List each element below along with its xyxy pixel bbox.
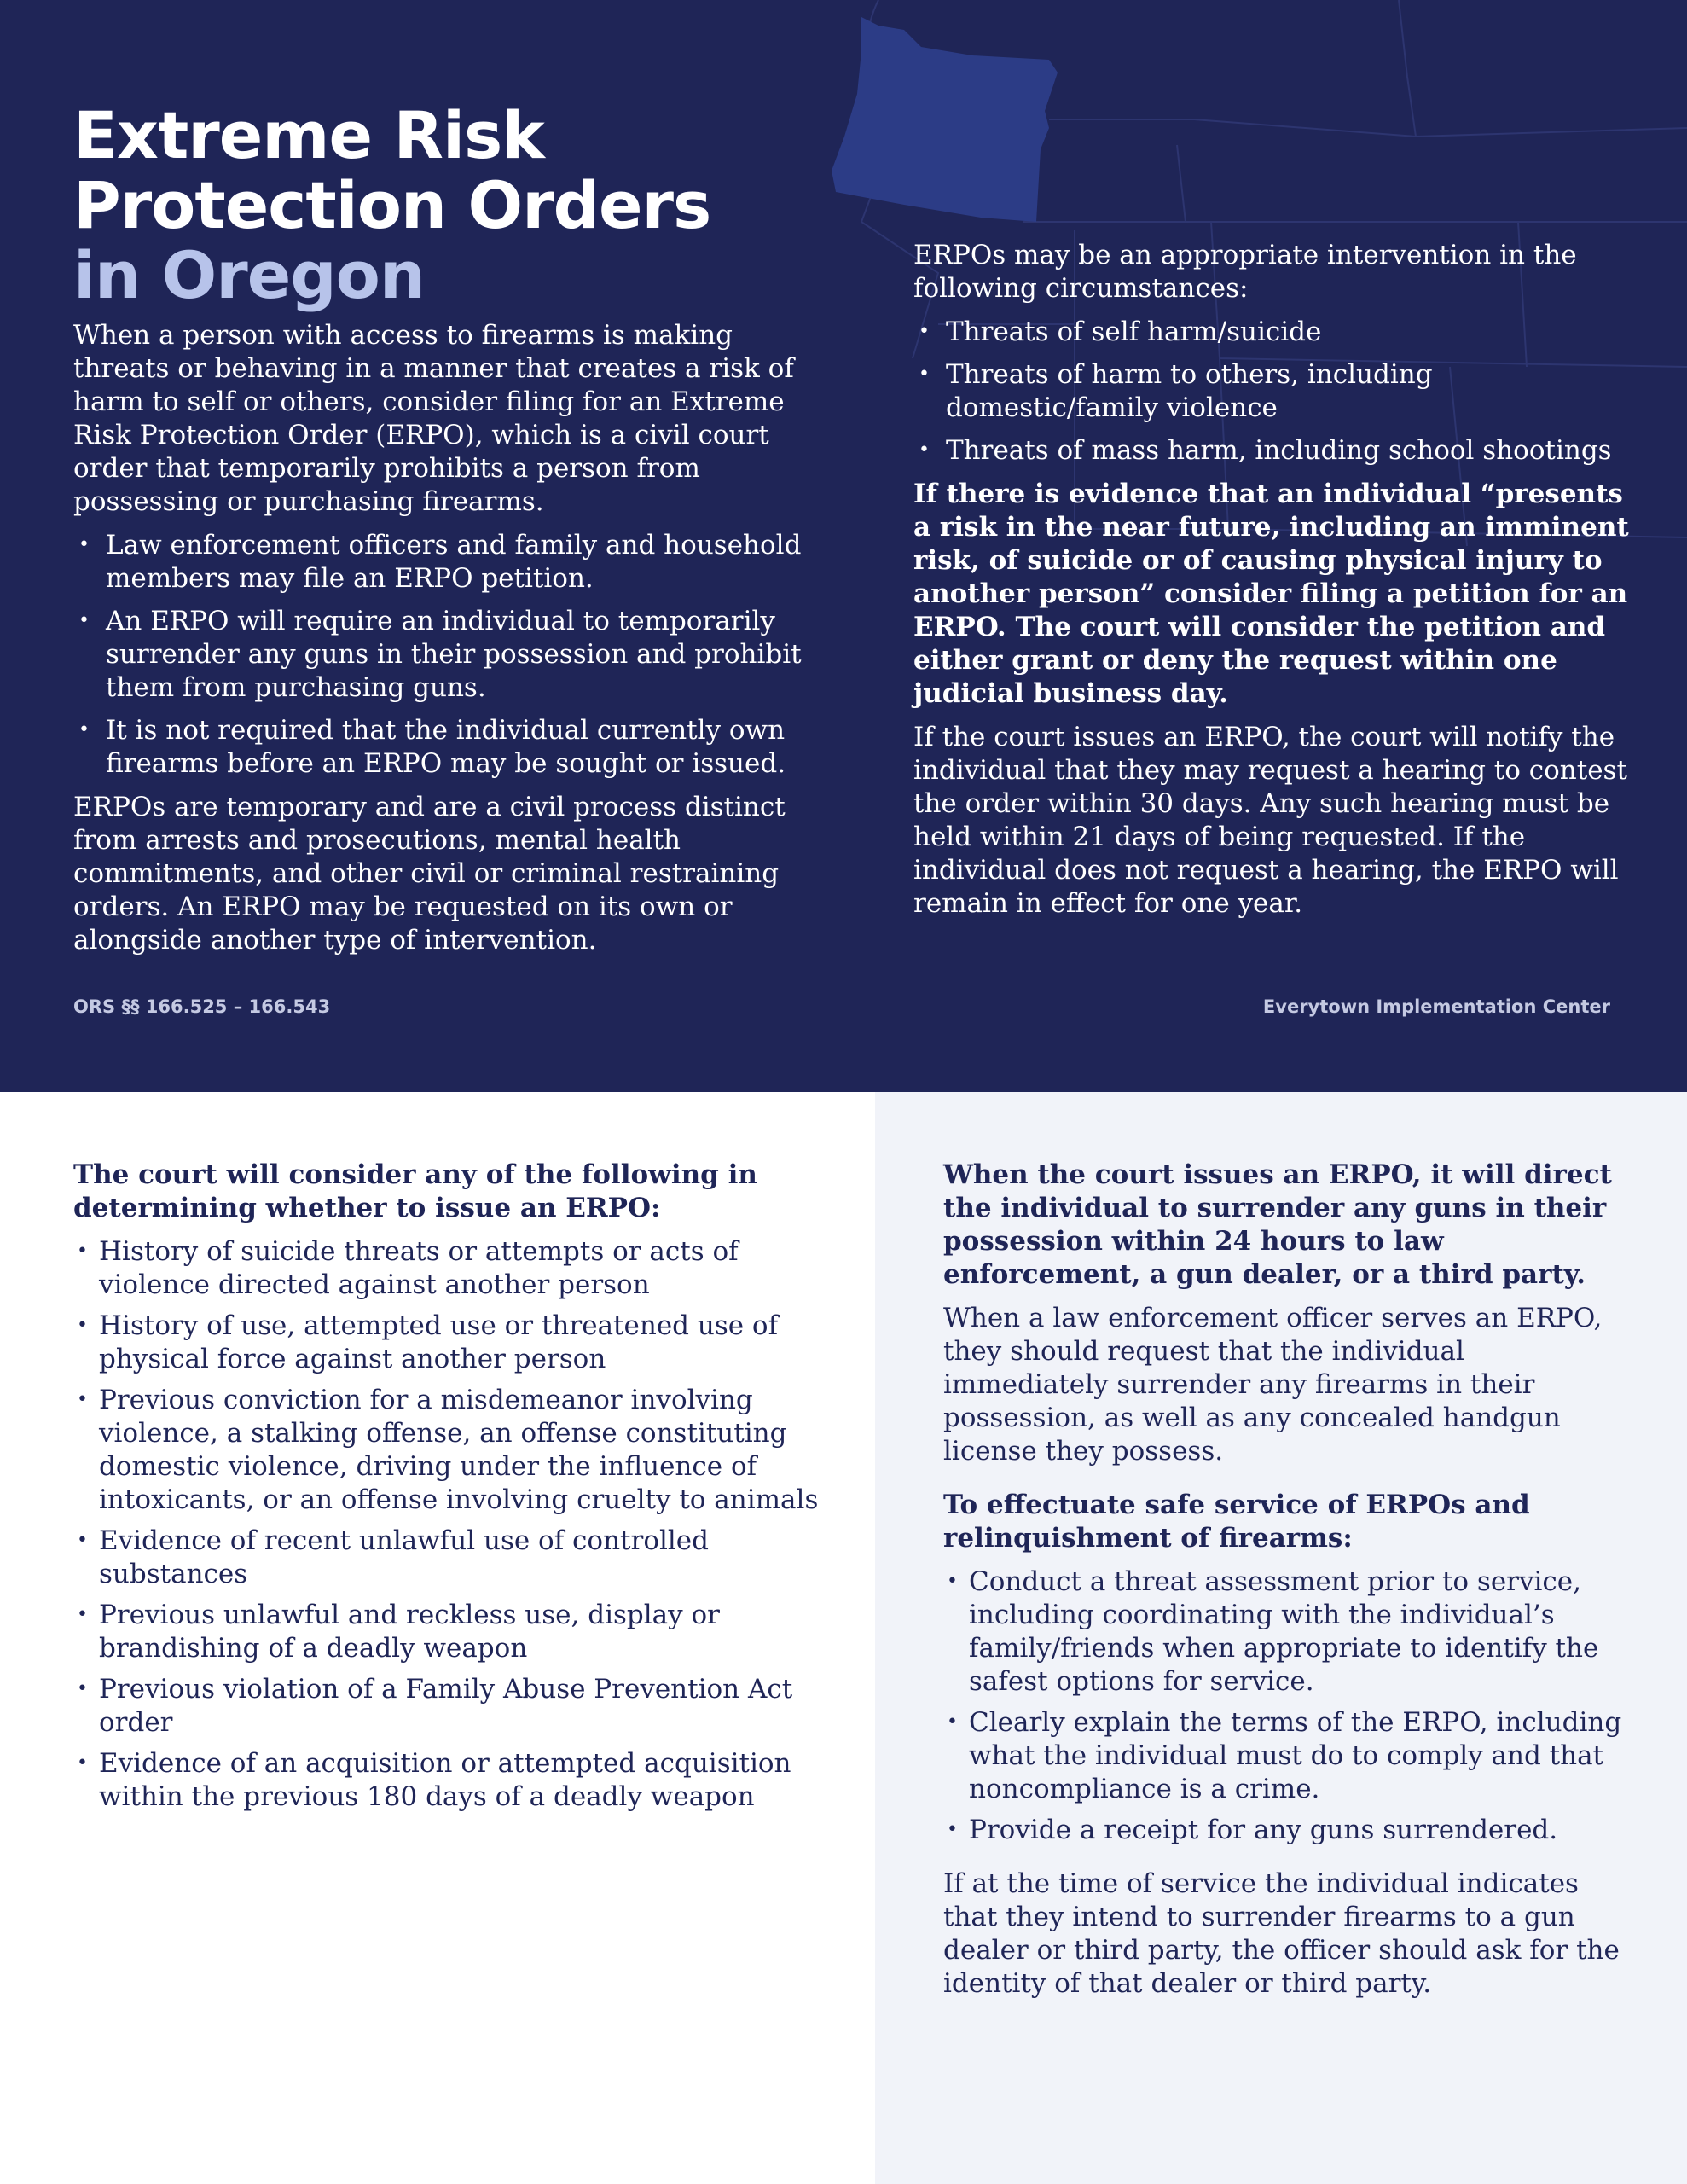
title-line-1: Extreme Risk (73, 97, 544, 173)
safe-service-list (943, 1565, 1634, 1847)
list-item: • An ERPO will require an individual to temporarily surrender any guns in their possession and prohibit them from purchasing guns. (78, 606, 802, 703)
list-item: • Law enforcement officers and family and household members may file an ERPO petition. (78, 530, 802, 594)
temporary-paragraph: ERPOs are temporary and are a civil process distinct from arrests and prosecutions, mental health commitments, and other civil or criminal restraining orders. An ERPO may be requested on its own or alongside another type of intervention. (73, 792, 786, 956)
list-item: • Previous violation of a Family Abuse Prevention Act order (77, 1674, 793, 1738)
list-item: • Previous unlawful and reckless use, display or brandishing of a deadly weapon (77, 1600, 720, 1664)
list-item: • Clearly explain the terms of the ERPO, including what the individual must do to comply and that noncompliance is a crime. (947, 1707, 1622, 1804)
list-item: • Evidence of an acquisition or attempted acquisition within the previous 180 days of a deadly weapon (77, 1748, 791, 1812)
title-line-3: in Oregon (73, 237, 425, 313)
factors-heading: The court will consider any of the following in determining whether to issue an ERPO: (73, 1159, 757, 1223)
list-item: • Threats of mass harm, including school shootings (919, 435, 1612, 466)
intro-paragraph: When a person with access to firearms is making threats or behaving in a manner that creates a risk of harm to self or others, consider filing for an Extreme Risk Protection Order (ERPO), which is a civil court order that temporarily prohibits a person from possessing or purchasing firearms. (73, 320, 794, 517)
list-item: • It is not required that the individual currently own firearms before an ERPO may be sought or issued. (78, 715, 786, 779)
dealer-paragraph: If at the time of service the individual indicates that they intend to surrender firearms to a gun dealer or third party, the officer should ask for the identity of that dealer or third party. (943, 1868, 1620, 1999)
safe-service-heading: To effectuate safe service of ERPOs and relinquishment of firearms: (943, 1490, 1530, 1554)
list-item: • History of suicide threats or attempts or acts of violence directed against another person (77, 1236, 739, 1300)
list-item: • Previous conviction for a misdemeanor involving violence, a stalking offense, an offense constituting domestic violence, driving under the influence of intoxicants, or an offense involving cruelty to animals (77, 1385, 819, 1515)
service-section (943, 1159, 1634, 2011)
circumstances-column (913, 239, 1630, 931)
publisher-credit: Everytown Implementation Center (1262, 996, 1610, 1017)
service-heading: When the court issues an ERPO, it will direct the individual to surrender any guns in their possession within 24 hours to law enforcement, a gun dealer, or a third party. (943, 1159, 1612, 1290)
list-item: • Threats of self harm/suicide (919, 317, 1322, 347)
list-item: • History of use, attempted use or threatened use of physical force against another person (77, 1310, 779, 1374)
title-line-2: Protection Orders (73, 167, 711, 243)
statute-citation: ORS §§ 166.525 – 166.543 (73, 996, 331, 1017)
hearing-paragraph: If the court issues an ERPO, the court will notify the individual that they may request a hearing to contest the order within 30 days. Any such hearing must be held within 21 days of being requested. If the individual does not request a hearing, the ERPO will remain in effect for one year. (913, 722, 1627, 919)
list-item: • Provide a receipt for any guns surrendered. (947, 1815, 1558, 1845)
circumstances-intro: ERPOs may be an appropriate intervention in the following circumstances: (913, 240, 1577, 304)
evidence-paragraph: If there is evidence that an individual “presents a risk in the near future, including an imminent risk, of suicide or of causing physical injury to another person” consider filing a petition for an ERPO. The court will consider the petition and either grant or deny the request within one judicial business day. (913, 479, 1629, 709)
list-item: • Threats of harm to others, including domestic/family violence (919, 359, 1433, 423)
intro-column (73, 319, 832, 967)
intro-bullet-list (73, 529, 832, 781)
page-title (73, 97, 711, 313)
circumstances-list (913, 316, 1630, 468)
factors-list (73, 1235, 841, 1814)
factors-section (73, 1159, 841, 1824)
list-item: • Evidence of recent unlawful use of controlled substances (77, 1525, 709, 1589)
oregon-highlight (832, 17, 1058, 222)
officer-paragraph: When a law enforcement officer serves an ERPO, they should request that the individual immediately surrender any firearms in their possession, as well as any concealed handgun license they possess. (943, 1303, 1603, 1467)
list-item: • Conduct a threat assessment prior to service, including coordinating with the individual’s family/friends when appropriate to identify the safest options for service. (947, 1566, 1599, 1697)
